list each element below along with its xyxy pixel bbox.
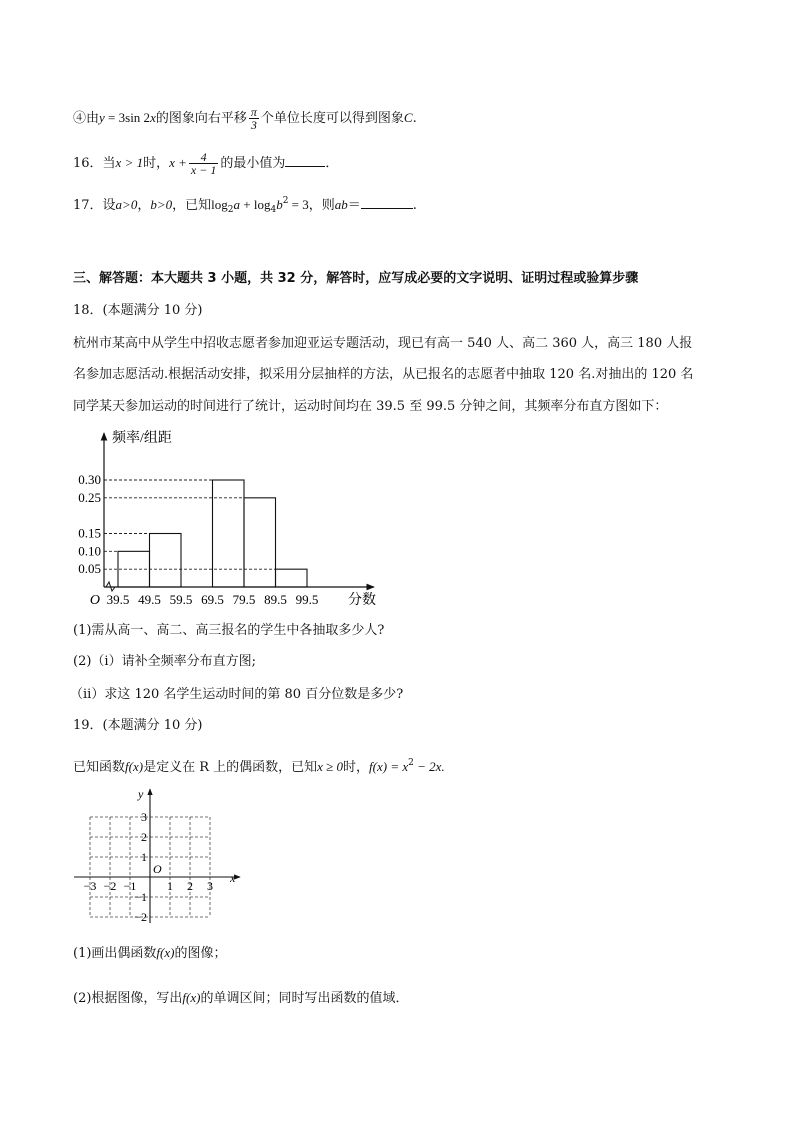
x-tick-label: 99.5 [295, 592, 319, 607]
x-tick-label: 89.5 [264, 592, 287, 607]
q18-sub3: （ii）求这 120 名学生运动时间的第 80 百分位数是多少? [70, 687, 404, 702]
q19-def-lhs: f(x) = x [369, 759, 409, 774]
y-tick-label: 0.25 [78, 489, 101, 505]
q16-tail: 的最小值为 [220, 156, 286, 171]
grid-x-tick-label: −2 [103, 879, 117, 893]
q16-when: 时， [143, 156, 170, 171]
q17-log2: + log [240, 197, 271, 212]
q17-log1-arg: a [233, 197, 240, 212]
q16-frac-num: 4 [189, 151, 218, 164]
q19-when: 时， [343, 760, 370, 775]
y-tick-label: 0.15 [78, 525, 101, 541]
q16-number: 16．当 [73, 156, 116, 171]
q16-fraction [189, 151, 218, 176]
y-tick-label: 0.30 [78, 472, 101, 487]
q15-item4-prefix: ④由 [73, 111, 100, 126]
grid-x-tick-label: 3 [207, 879, 213, 893]
q19-def-rhs: − 2x. [413, 759, 445, 774]
q17-then: ，则 [308, 198, 335, 213]
grid-x-tick-label: −3 [83, 879, 97, 893]
grid-y-tick-label: 2 [141, 830, 147, 844]
q16-line [73, 151, 338, 176]
q18-para3: 同学某天参加运动的时间进行了统计，运动时间均在 39.5 至 99.5 分钟之间，其频率分布直方图如下： [73, 399, 668, 414]
q17-number: 17．设 [73, 198, 116, 213]
grid-x-tick-label: −1 [123, 879, 137, 893]
grid-y-axis-label: y [138, 787, 144, 801]
q19-sub2 [73, 989, 408, 1008]
y-axis-title: 频率/组距 [112, 431, 172, 446]
x-tick-label: 59.5 [169, 592, 193, 607]
q17-line [73, 192, 417, 219]
q17-equals: ＝ [347, 198, 361, 213]
q19-sub2-pre: (2)根据图像，写出 [73, 991, 183, 1006]
q15-fraction [249, 106, 259, 131]
q16-answer-blank[interactable] [285, 154, 325, 167]
q15-frac-den: 3 [250, 118, 257, 132]
q19-fx: f(x) [125, 759, 144, 774]
histogram-bar [150, 534, 182, 588]
q17-sep: ， [137, 198, 151, 213]
q15-suffix: 个单位长度可以得到图象 [260, 111, 404, 126]
q17-log2-base: 4 [270, 205, 277, 215]
grid-x-tick-label: 2 [187, 879, 193, 893]
q15-x: x [150, 110, 156, 125]
origin-label: O [89, 593, 100, 608]
x-tick-label: 39.5 [106, 592, 130, 607]
q17-a-cond: a>0 [115, 197, 138, 212]
grid-x-axis-label: x [230, 871, 236, 885]
q18-number: 18．(本题满分 10 分) [73, 303, 203, 318]
q17-log1: log [211, 197, 228, 212]
q17-end: . [412, 198, 417, 213]
q18-sub2: (2)（i）请补全频率分布直方图; [73, 654, 256, 669]
q16-end: ． [325, 156, 339, 171]
grid-y-tick-label: −2 [134, 910, 147, 924]
q18-para1: 杭州市某高中从学生中招收志愿者参加迎亚运专题活动，现已有高一 540 人、高二 360 人，高三 180 人报 [73, 336, 693, 351]
grid-x-tick-label: 1 [167, 879, 173, 893]
x-tick-label: 49.5 [138, 592, 161, 607]
q17-known: ，已知 [172, 198, 212, 213]
section3-heading: 三、解答题：本大题共 3 小题，共 32 分，解答时，应写成必要的文字说明、证明过程或验算步骤 [73, 271, 639, 286]
x-tick-label: 79.5 [232, 592, 256, 607]
q15-eq: = 3sin 2 [104, 110, 151, 125]
x-tick-label: 69.5 [201, 592, 224, 607]
q15-mid: 的图象向右平移 [155, 111, 247, 126]
coordinate-grid [70, 785, 250, 930]
q16-expr: x + [169, 155, 187, 170]
q17-log2-arg: b [276, 197, 283, 212]
q15-end: . [412, 111, 417, 126]
q18-sub1: (1)需从高一、高二、高三报名的学生中各抽取多少人? [73, 623, 385, 638]
q19-sub1 [73, 944, 226, 963]
grid-y-tick-label: −1 [134, 890, 147, 904]
q19-stmt-mid: 是定义在 R 上的偶函数，已知 [143, 760, 318, 775]
grid-y-tick-label: 1 [141, 850, 147, 864]
q15-y: y [99, 110, 105, 125]
q17-log1-base: 2 [227, 205, 234, 215]
grid-origin-label: O [153, 862, 162, 876]
y-tick-label: 0.10 [78, 543, 101, 559]
q19-sub2-fx: f(x) [182, 990, 201, 1005]
q19-number: 19．(本题满分 10 分) [73, 718, 203, 733]
q17-eq: = 3 [288, 197, 309, 212]
q15-item4 [73, 106, 417, 131]
histogram-bar [213, 480, 245, 587]
histogram-bar [244, 498, 276, 587]
q17-log2-exp: 2 [282, 196, 289, 206]
q16-cond: x > 1 [115, 155, 144, 170]
q19-sub2-post: 的单调区间；同时写出函数的值域． [200, 991, 409, 1006]
x-axis-title: 分数 [348, 593, 376, 608]
q19-cond: x ≥ 0 [317, 759, 344, 774]
q18-para2: 名参加志愿活动.根据活动安排，拟采用分层抽样的方法，从已报名的志愿者中抽取 120 名.对抽出的 120 名 [73, 367, 694, 382]
q15-frac-num: π [250, 105, 257, 119]
y-tick-label: 0.05 [78, 561, 101, 577]
q19-statement [73, 754, 445, 777]
q19-def-exp: 2 [408, 758, 414, 768]
q15-c: C [403, 110, 413, 125]
q17-ab: ab [334, 197, 348, 212]
q19-sub1-pre: (1)画出偶函数 [73, 946, 157, 961]
grid-y-tick-label: 3 [141, 810, 147, 824]
q17-b-cond: b>0 [150, 197, 173, 212]
q19-sub1-fx: f(x) [156, 945, 175, 960]
q19-sub1-post: 的图像； [174, 946, 227, 961]
q19-stmt-pre: 已知函数 [73, 760, 126, 775]
q16-frac-den: x − 1 [190, 163, 217, 177]
q17-answer-blank[interactable] [361, 196, 413, 209]
histogram-bar [276, 569, 308, 587]
frequency-histogram [70, 425, 390, 610]
